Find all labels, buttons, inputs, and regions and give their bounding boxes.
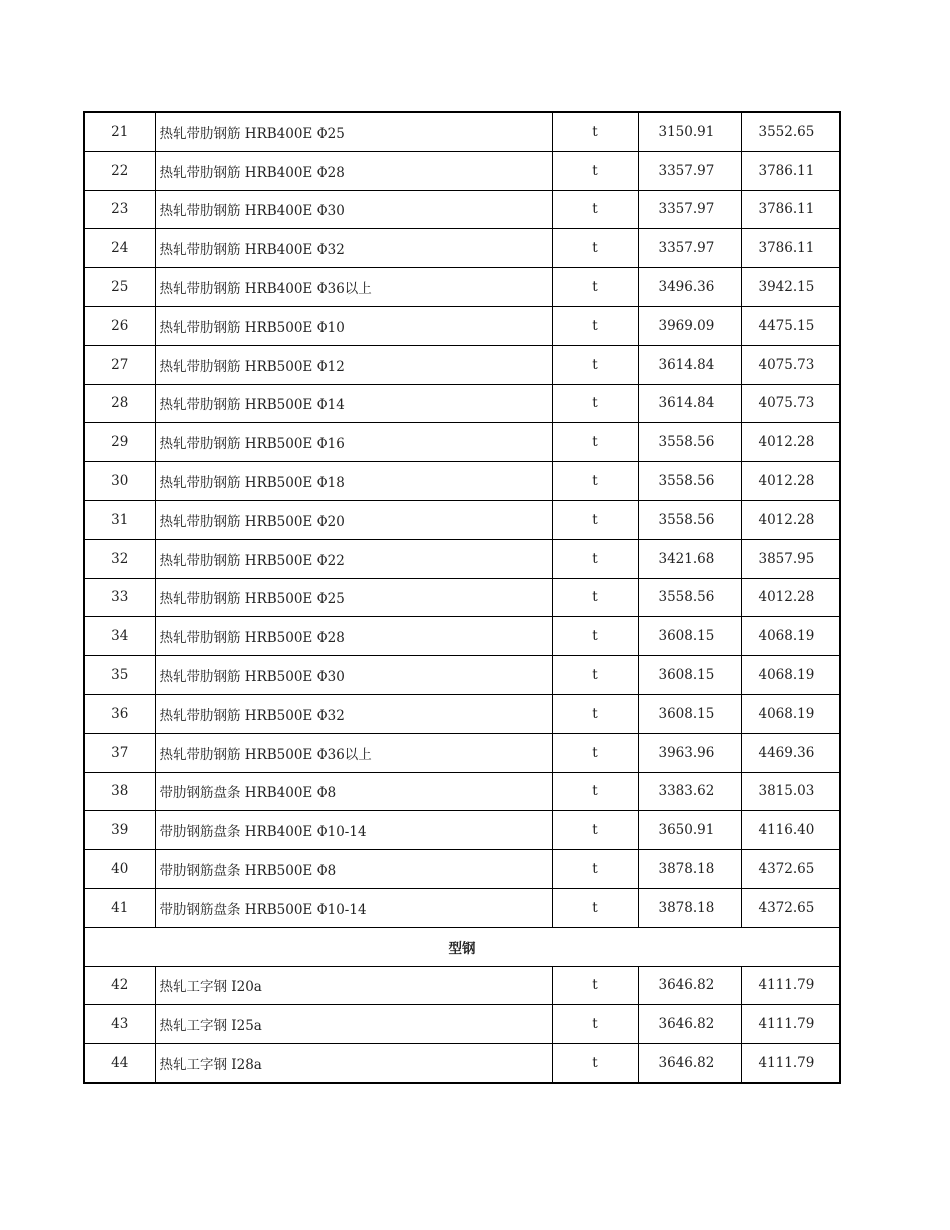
price-incl-tax: 3552.65 — [741, 112, 840, 151]
material-name: 热轧工字钢 I25a — [155, 1005, 552, 1044]
price-excl-tax: 3357.97 — [638, 151, 741, 190]
price-excl-tax: 3357.97 — [638, 190, 741, 229]
unit-cell: t — [552, 268, 638, 307]
price-excl-tax: 3383.62 — [638, 772, 741, 811]
unit-cell: t — [552, 229, 638, 268]
price-excl-tax: 3421.68 — [638, 539, 741, 578]
material-name: 热轧带肋钢筋 HRB400E Φ36以上 — [155, 268, 552, 307]
material-name: 热轧带肋钢筋 HRB400E Φ32 — [155, 229, 552, 268]
price-incl-tax: 4116.40 — [741, 811, 840, 850]
row-number: 31 — [84, 500, 155, 539]
unit-cell: t — [552, 112, 638, 151]
table-row — [84, 229, 840, 268]
unit-cell: t — [552, 850, 638, 889]
table-row — [84, 656, 840, 695]
price-excl-tax: 3646.82 — [638, 966, 741, 1005]
row-number: 37 — [84, 733, 155, 772]
price-excl-tax: 3646.82 — [638, 1005, 741, 1044]
unit-cell: t — [552, 733, 638, 772]
section-row — [84, 927, 840, 966]
table-row — [84, 850, 840, 889]
material-name: 热轧带肋钢筋 HRB400E Φ28 — [155, 151, 552, 190]
price-incl-tax: 4012.28 — [741, 500, 840, 539]
table-row — [84, 694, 840, 733]
unit-cell: t — [552, 539, 638, 578]
table-row — [84, 1005, 840, 1044]
price-incl-tax: 3857.95 — [741, 539, 840, 578]
material-name: 热轧带肋钢筋 HRB500E Φ22 — [155, 539, 552, 578]
table-row — [84, 733, 840, 772]
price-incl-tax: 3786.11 — [741, 151, 840, 190]
material-name: 带肋钢筋盘条 HRB500E Φ10-14 — [155, 888, 552, 927]
material-name: 热轧工字钢 I28a — [155, 1044, 552, 1083]
price-excl-tax: 3614.84 — [638, 345, 741, 384]
price-incl-tax: 4068.19 — [741, 617, 840, 656]
price-excl-tax: 3878.18 — [638, 888, 741, 927]
row-number: 41 — [84, 888, 155, 927]
price-excl-tax: 3558.56 — [638, 578, 741, 617]
material-name: 带肋钢筋盘条 HRB400E Φ10-14 — [155, 811, 552, 850]
material-name: 热轧带肋钢筋 HRB400E Φ30 — [155, 190, 552, 229]
material-name: 热轧带肋钢筋 HRB500E Φ20 — [155, 500, 552, 539]
unit-cell: t — [552, 694, 638, 733]
row-number: 26 — [84, 306, 155, 345]
row-number: 34 — [84, 617, 155, 656]
unit-cell: t — [552, 151, 638, 190]
price-excl-tax: 3646.82 — [638, 1044, 741, 1083]
table-row — [84, 151, 840, 190]
row-number: 24 — [84, 229, 155, 268]
row-number: 44 — [84, 1044, 155, 1083]
price-incl-tax: 4469.36 — [741, 733, 840, 772]
row-number: 22 — [84, 151, 155, 190]
table-row — [84, 190, 840, 229]
table-row — [84, 578, 840, 617]
price-excl-tax: 3558.56 — [638, 462, 741, 501]
material-name: 热轧带肋钢筋 HRB500E Φ18 — [155, 462, 552, 501]
material-name: 热轧带肋钢筋 HRB500E Φ14 — [155, 384, 552, 423]
row-number: 30 — [84, 462, 155, 501]
price-incl-tax: 4111.79 — [741, 1005, 840, 1044]
table-row — [84, 423, 840, 462]
table-row — [84, 306, 840, 345]
row-number: 38 — [84, 772, 155, 811]
row-number: 23 — [84, 190, 155, 229]
price-excl-tax: 3608.15 — [638, 617, 741, 656]
unit-cell: t — [552, 656, 638, 695]
section-heading: 型钢 — [84, 927, 840, 966]
price-incl-tax: 4075.73 — [741, 384, 840, 423]
material-name: 带肋钢筋盘条 HRB400E Φ8 — [155, 772, 552, 811]
price-incl-tax: 4068.19 — [741, 694, 840, 733]
price-excl-tax: 3150.91 — [638, 112, 741, 151]
unit-cell: t — [552, 578, 638, 617]
price-incl-tax: 4068.19 — [741, 656, 840, 695]
price-excl-tax: 3650.91 — [638, 811, 741, 850]
price-incl-tax: 4075.73 — [741, 345, 840, 384]
row-number: 32 — [84, 539, 155, 578]
unit-cell: t — [552, 772, 638, 811]
row-number: 29 — [84, 423, 155, 462]
price-incl-tax: 4012.28 — [741, 462, 840, 501]
price-incl-tax: 4111.79 — [741, 966, 840, 1005]
unit-cell: t — [552, 384, 638, 423]
unit-cell: t — [552, 1005, 638, 1044]
unit-cell: t — [552, 306, 638, 345]
unit-cell: t — [552, 888, 638, 927]
unit-cell: t — [552, 811, 638, 850]
price-excl-tax: 3496.36 — [638, 268, 741, 307]
unit-cell: t — [552, 500, 638, 539]
row-number: 21 — [84, 112, 155, 151]
price-excl-tax: 3558.56 — [638, 500, 741, 539]
row-number: 25 — [84, 268, 155, 307]
unit-cell: t — [552, 966, 638, 1005]
table-row — [84, 384, 840, 423]
material-name: 热轧带肋钢筋 HRB500E Φ30 — [155, 656, 552, 695]
row-number: 43 — [84, 1005, 155, 1044]
table-row — [84, 268, 840, 307]
price-incl-tax: 4372.65 — [741, 850, 840, 889]
table-row — [84, 1044, 840, 1083]
material-name: 热轧带肋钢筋 HRB500E Φ10 — [155, 306, 552, 345]
price-incl-tax: 3786.11 — [741, 190, 840, 229]
material-name: 热轧带肋钢筋 HRB500E Φ25 — [155, 578, 552, 617]
price-incl-tax: 4012.28 — [741, 423, 840, 462]
price-incl-tax: 3815.03 — [741, 772, 840, 811]
unit-cell: t — [552, 423, 638, 462]
unit-cell: t — [552, 617, 638, 656]
price-excl-tax: 3608.15 — [638, 656, 741, 695]
price-incl-tax: 4475.15 — [741, 306, 840, 345]
unit-cell: t — [552, 345, 638, 384]
material-name: 带肋钢筋盘条 HRB500E Φ8 — [155, 850, 552, 889]
price-incl-tax: 3786.11 — [741, 229, 840, 268]
price-excl-tax: 3558.56 — [638, 423, 741, 462]
material-name: 热轧工字钢 I20a — [155, 966, 552, 1005]
row-number: 35 — [84, 656, 155, 695]
price-table-body — [84, 112, 840, 1083]
table-row — [84, 888, 840, 927]
unit-cell: t — [552, 190, 638, 229]
row-number: 39 — [84, 811, 155, 850]
price-excl-tax: 3878.18 — [638, 850, 741, 889]
price-incl-tax: 3942.15 — [741, 268, 840, 307]
price-excl-tax: 3357.97 — [638, 229, 741, 268]
row-number: 27 — [84, 345, 155, 384]
price-excl-tax: 3614.84 — [638, 384, 741, 423]
material-name: 热轧带肋钢筋 HRB400E Φ25 — [155, 112, 552, 151]
table-row — [84, 500, 840, 539]
material-name: 热轧带肋钢筋 HRB500E Φ28 — [155, 617, 552, 656]
table-row — [84, 539, 840, 578]
table-row — [84, 112, 840, 151]
table-row — [84, 617, 840, 656]
row-number: 36 — [84, 694, 155, 733]
table-row — [84, 345, 840, 384]
table-row — [84, 772, 840, 811]
material-name: 热轧带肋钢筋 HRB500E Φ32 — [155, 694, 552, 733]
row-number: 42 — [84, 966, 155, 1005]
material-name: 热轧带肋钢筋 HRB500E Φ12 — [155, 345, 552, 384]
price-incl-tax: 4111.79 — [741, 1044, 840, 1083]
material-name: 热轧带肋钢筋 HRB500E Φ36以上 — [155, 733, 552, 772]
price-incl-tax: 4012.28 — [741, 578, 840, 617]
table-row — [84, 811, 840, 850]
price-table — [83, 111, 841, 1084]
price-incl-tax: 4372.65 — [741, 888, 840, 927]
material-name: 热轧带肋钢筋 HRB500E Φ16 — [155, 423, 552, 462]
row-number: 40 — [84, 850, 155, 889]
price-excl-tax: 3969.09 — [638, 306, 741, 345]
price-excl-tax: 3963.96 — [638, 733, 741, 772]
unit-cell: t — [552, 462, 638, 501]
price-excl-tax: 3608.15 — [638, 694, 741, 733]
row-number: 28 — [84, 384, 155, 423]
table-row — [84, 462, 840, 501]
row-number: 33 — [84, 578, 155, 617]
table-row — [84, 966, 840, 1005]
unit-cell: t — [552, 1044, 638, 1083]
